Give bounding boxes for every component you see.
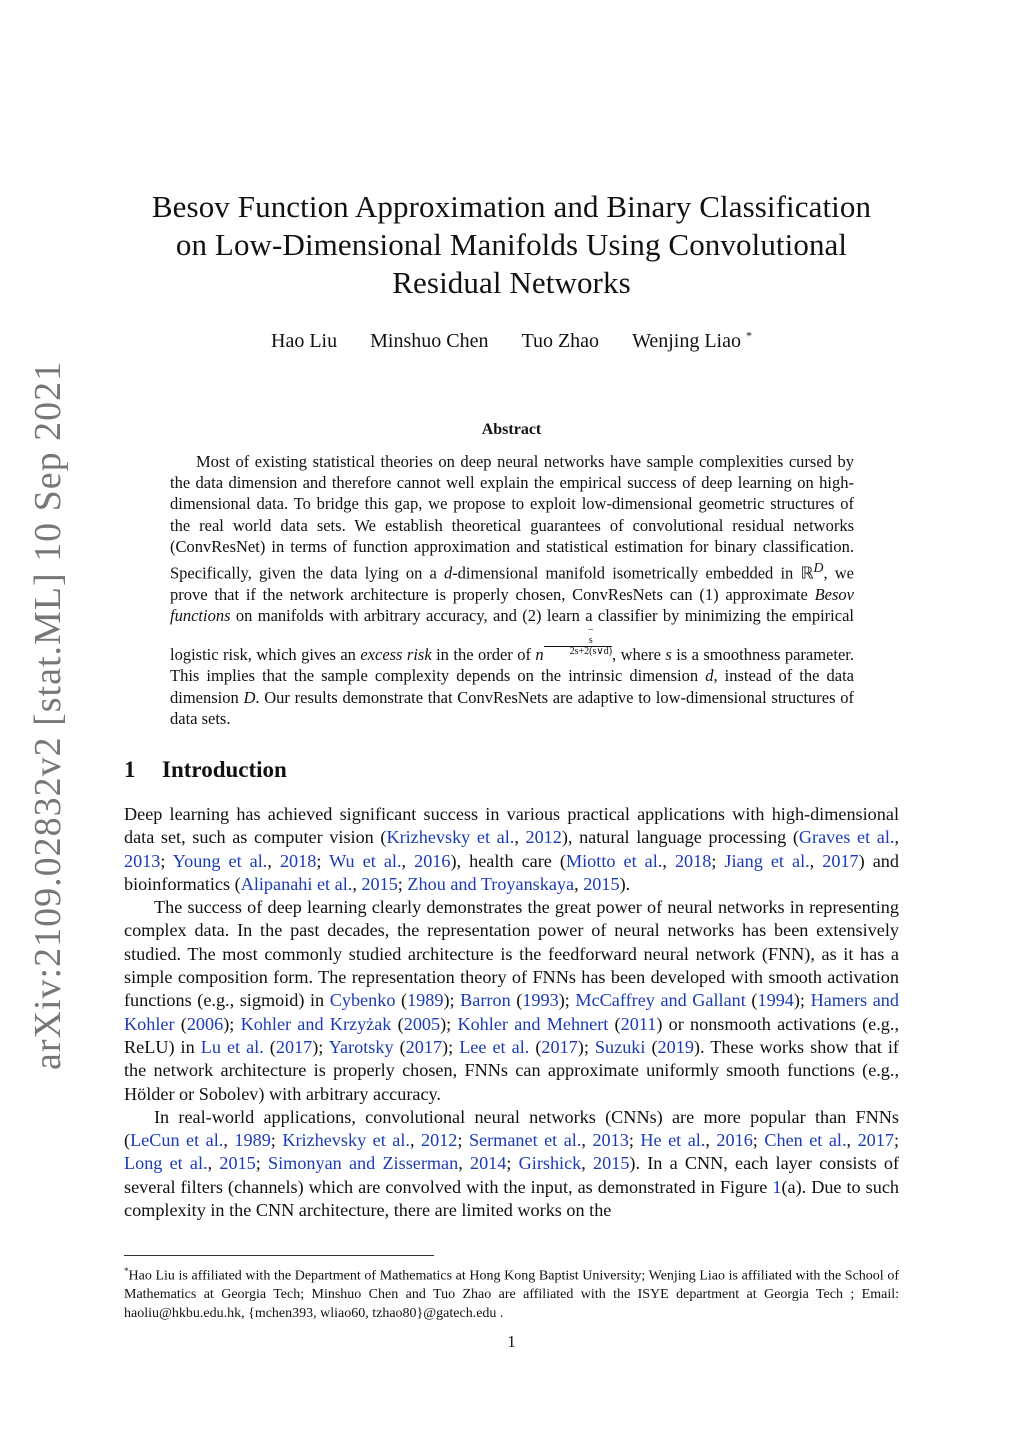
citation-link[interactable]: Krizhevsky et al. [386, 827, 515, 848]
citation-link[interactable]: 2017 [405, 1036, 443, 1057]
citation-link[interactable]: Lee et al. [459, 1036, 530, 1057]
body-text-run: , [581, 1153, 594, 1174]
body-text-run: , [894, 827, 900, 848]
citation-link[interactable]: 2012 [525, 827, 562, 848]
body-text-run: , [267, 850, 280, 871]
body-text-run: , [846, 1130, 858, 1151]
citation-link[interactable]: He et al. [640, 1130, 706, 1151]
citation-link[interactable]: 2006 [186, 1013, 224, 1034]
citation-link[interactable]: Sermanet et al. [468, 1130, 582, 1151]
citation-link[interactable]: Cybenko [329, 990, 396, 1011]
body-text-run: , [409, 1130, 422, 1151]
abstract-text: Most of existing statistical theories on deep neural networks have sample complexities cursed by the data dimension and therefore cannot well explain the empirical success of deep learning on high-dimensional data. To bridge this gap, we propose to exploit low-dimensional geometric structures of the real world data sets. We establish theoretical guarantees of convolutional residual networks (ConvResNet) in terms of function approximation and statistical estimation for binary classification. Specifically, given the data lying on a [170, 452, 854, 583]
emphasis-text: excess risk [360, 645, 432, 665]
math-superscript: D [813, 560, 824, 576]
citation-link[interactable]: 2017 [822, 850, 859, 871]
body-paragraph [124, 803, 899, 896]
citation-link[interactable]: Yarotsky [328, 1036, 394, 1057]
title-line: Residual Networks [392, 265, 631, 300]
citation-link[interactable]: Alipanahi et al. [240, 873, 353, 894]
section-title: Introduction [162, 757, 287, 782]
citation-link[interactable]: McCaffrey and Gallant [575, 990, 746, 1011]
footnote-mark: * [745, 328, 752, 342]
math-variable: n [535, 645, 544, 665]
body-text-run: ; [893, 1130, 900, 1151]
citation-link[interactable]: 2016 [716, 1130, 753, 1151]
body-paragraph [124, 1106, 899, 1222]
body-text-run: ); [312, 1036, 329, 1057]
math-symbol: ℝ [800, 563, 814, 583]
citation-link[interactable]: 2017 [857, 1130, 894, 1151]
body-text-run: ( [645, 1036, 658, 1057]
abstract-text: -dimensional manifold isometrically embedded in [452, 563, 801, 583]
body-text-run: ; [711, 850, 725, 871]
citation-link[interactable]: Krizhevsky et al. [282, 1130, 410, 1151]
citation-link[interactable]: 2013 [124, 850, 161, 871]
emphasis-text: Besov functions [170, 584, 854, 625]
body-text-run: , [401, 850, 415, 871]
citation-link[interactable]: 2015 [593, 1153, 630, 1174]
citation-link[interactable]: 2013 [592, 1130, 629, 1151]
body-text-run: , [574, 873, 584, 894]
body-text-run: , [207, 1153, 220, 1174]
body-text-run: ( [745, 990, 758, 1011]
citation-link[interactable]: LeCun et al. [130, 1130, 224, 1151]
footnote-text: Hao Liu is affiliated with the Department of Mathematics at Hong Kong Baptist University; Wenjing Liao is affiliated with the School of Mathematics at Georgia Tech; Minshuo Chen and Tuo Zhao are affiliated with the ISYE department at Georgia Tech ; Email: haoliu@hkbu.edu.hk, {mchen393, wliao60, tzhao80}@gatech.edu . [124, 1268, 899, 1321]
rate-numerator: s [544, 636, 612, 647]
abstract-text: on manifolds with arbitrary accuracy, and (2) learn a classifier by minimizing the empirical logistic risk, which gives an [170, 605, 854, 665]
body-text-run: , [458, 1153, 470, 1174]
citation-link[interactable]: Girshick [518, 1153, 582, 1174]
body-text-run: ); [223, 1013, 241, 1034]
body-text-run: ) and bioinformatics ( [124, 850, 899, 894]
body-text-run: ( [510, 990, 523, 1011]
citation-link[interactable]: 1 [772, 1176, 782, 1197]
body-text-run: ; [255, 1153, 269, 1174]
body-text-run: ), natural language processing ( [561, 827, 799, 848]
body-text-run: ); [558, 990, 576, 1011]
citation-link[interactable]: Simonyan and Zisserman [268, 1153, 459, 1174]
citation-link[interactable]: 2005 [403, 1013, 441, 1034]
abstract-text: . Our results demonstrate that ConvResNets are adaptive to low-dimensional structures of data sets. [170, 687, 855, 728]
body-text-run: ; [457, 1130, 469, 1151]
body-text-run: , [809, 850, 823, 871]
citation-link[interactable]: Suzuki [594, 1036, 646, 1057]
citation-link[interactable]: Lu et al. [200, 1036, 264, 1057]
citation-link[interactable]: Graves et al. [798, 827, 895, 848]
author-name: Minshuo Chen [370, 329, 489, 352]
body-text-run: ; [397, 873, 408, 894]
citation-link[interactable]: Jiang et al. [724, 850, 810, 871]
rate-exponent: − s 2s+2(s∨d) [544, 626, 612, 657]
body-text-run: ; [316, 850, 330, 871]
citation-link[interactable]: 2015 [361, 873, 398, 894]
title-line: Besov Function Approximation and Binary Classification [151, 189, 872, 224]
abstract-paragraph [170, 451, 854, 729]
citation-link[interactable]: 1993 [522, 990, 559, 1011]
citation-link[interactable]: Chen et al. [764, 1130, 847, 1151]
body-text-run: ; [160, 850, 173, 871]
body-text-run: The success of deep learning clearly demonstrates the great power of neural networks in representing complex data. In the past decades, the representation power of neural networks has been extensively studied. The most commonly studied architecture is the feedforward neural network (FNN), as it has a simple composition form. The representation theory of FNNs has been developed with smooth activation functions (e.g., sigmoid) in [124, 897, 899, 1011]
body-text-run: ); [577, 1036, 595, 1057]
page-number: 1 [507, 1332, 516, 1351]
citation-link[interactable]: Barron [460, 990, 511, 1011]
section-heading [124, 757, 899, 783]
body-text-run: ); [443, 990, 461, 1011]
abstract-text: , we prove that if the network architecture is properly chosen, ConvResNets can (1) approximate [170, 563, 854, 604]
citation-link[interactable]: 2011 [620, 1013, 657, 1034]
author-name-with-mark [632, 330, 752, 352]
abstract-text: , instead of the data dimension [170, 666, 854, 707]
author-list [124, 328, 899, 353]
body-text-run: ); [793, 990, 811, 1011]
citation-link[interactable]: 2015 [583, 873, 620, 894]
math-variable: s [665, 645, 672, 665]
body-text-run: , [223, 1130, 235, 1151]
citation-link[interactable]: 1994 [757, 990, 794, 1011]
author-name: Wenjing Liao [632, 329, 741, 352]
body-text-run: ; [752, 1130, 765, 1151]
rate-denominator: 2s+2(s∨d) [569, 646, 613, 658]
citation-link[interactable]: 2017 [541, 1036, 578, 1057]
abstract-heading: Abstract [481, 421, 542, 438]
math-variable: D [243, 687, 256, 707]
citation-link[interactable]: 1989 [407, 990, 444, 1011]
body-text-run: ( [608, 1013, 621, 1034]
footnote [124, 1262, 899, 1323]
abstract-text: in the order of [431, 645, 536, 665]
citation-link[interactable]: 2018 [674, 850, 712, 871]
citation-link[interactable]: 2019 [657, 1036, 694, 1057]
math-variable: d [443, 563, 453, 583]
body-text-run: In real-world applications, convolutional neural networks (CNNs) are more popular than FNNs ( [124, 1106, 899, 1151]
citation-link[interactable]: 2012 [421, 1130, 458, 1151]
body-text-run: ; [628, 1130, 641, 1151]
body-text-run: , [662, 850, 675, 871]
citation-link[interactable]: Young et al. [172, 850, 268, 871]
body-text-run: ( [174, 1013, 187, 1034]
introduction-body [124, 803, 899, 1222]
abstract-body [170, 451, 854, 729]
body-text-run: ( [263, 1036, 276, 1057]
body-text-run: ). [619, 873, 631, 894]
arxiv-identifier-stamp: arXiv:2109.02832v2 [stat.ML] 10 Sep 2021 [27, 360, 69, 1070]
citation-link[interactable]: Kohler and Krzyżak [240, 1013, 392, 1034]
citation-link[interactable]: Wu et al. [329, 850, 402, 871]
body-text-run: ). In a CNN, each layer consists of several filters (channels) which are convolved with the input, as demonstrated in Figure [124, 1153, 900, 1197]
citation-link[interactable]: Zhou and Troyanskaya [407, 873, 575, 894]
citation-link[interactable]: 2018 [279, 850, 317, 871]
body-text-run: , [514, 827, 526, 848]
body-text-run: (a). Due to such complexity in the CNN architecture, there are limited works on the [124, 1176, 899, 1221]
body-text-run: , [581, 1130, 593, 1151]
citation-link[interactable]: Hamers and Kohler [124, 990, 899, 1034]
body-text-run: , [352, 873, 362, 894]
body-text-run: ; [270, 1130, 283, 1151]
citation-link[interactable]: Miotto et al. [565, 850, 663, 871]
citation-link[interactable]: 2016 [414, 850, 451, 871]
citation-link[interactable]: 2015 [219, 1153, 256, 1174]
citation-link[interactable]: 1989 [234, 1130, 271, 1151]
body-text-run: ( [391, 1013, 404, 1034]
author-name: Hao Liu [271, 329, 338, 352]
body-text-run: ). These works show that if the network architecture is properly chosen, FNNs can approximate uniformly smooth functions (e.g., Hölder or Sobolev) with arbitrary accuracy. [124, 1036, 899, 1104]
citation-link[interactable]: Kohler and Mehnert [457, 1013, 609, 1034]
body-text-run: ( [395, 990, 408, 1011]
body-text-run: , [705, 1130, 717, 1151]
citation-link[interactable]: Long et al. [124, 1153, 208, 1174]
abstract-text: , where [612, 645, 666, 665]
title-line: on Low-Dimensional Manifolds Using Convolutional [175, 227, 848, 262]
body-text-run: ; [506, 1153, 519, 1174]
body-text-run: ) or nonsmooth activations (e.g., ReLU) in [124, 1013, 899, 1057]
citation-link[interactable]: 2017 [275, 1036, 313, 1057]
body-text-run: ( [393, 1036, 406, 1057]
author-name: Tuo Zhao [521, 329, 600, 352]
abstract-text: is a smoothness parameter. This implies that the sample complexity depends on the intrinsic dimension [170, 645, 854, 686]
body-paragraph [124, 896, 899, 1106]
math-variable: d [705, 666, 714, 686]
section-number: 1 [124, 757, 136, 782]
footnote-divider [124, 1255, 434, 1256]
paper-title [124, 188, 899, 302]
body-text-run: ( [529, 1036, 542, 1057]
body-text-run: ), health care ( [450, 850, 566, 871]
citation-link[interactable]: 2014 [469, 1153, 507, 1174]
body-text-run: ); [442, 1036, 460, 1057]
footnote-mark: * [124, 1266, 129, 1276]
body-text-run: ); [440, 1013, 458, 1034]
body-text-run: Deep learning has achieved significant success in various practical applications with high-dimensional data set, such as computer vision ( [124, 804, 899, 848]
